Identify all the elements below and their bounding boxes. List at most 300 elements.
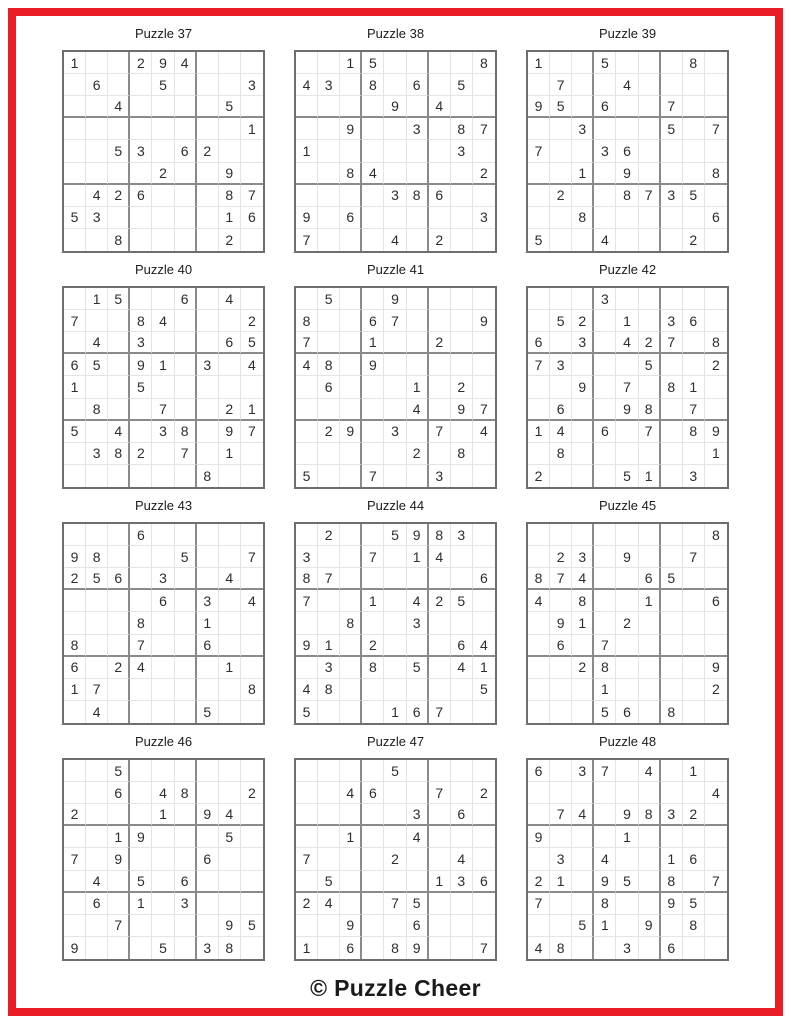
sudoku-cell <box>429 399 451 421</box>
sudoku-cell <box>241 804 263 826</box>
sudoku-cell: 5 <box>451 74 473 96</box>
sudoku-cell <box>473 354 495 376</box>
sudoku-cell <box>594 118 616 140</box>
sudoku-cell: 1 <box>64 376 86 398</box>
sudoku-cell: 4 <box>451 657 473 679</box>
sudoku-cell <box>197 915 219 937</box>
sudoku-cell: 7 <box>528 354 550 376</box>
sudoku-cell: 1 <box>152 804 174 826</box>
sudoku-cell <box>241 229 263 251</box>
sudoku-cell <box>473 443 495 465</box>
sudoku-cell <box>340 74 362 96</box>
sudoku-cell <box>340 354 362 376</box>
sudoku-grid <box>294 50 497 253</box>
sudoku-cell: 6 <box>108 782 130 804</box>
sudoku-cell <box>429 848 451 870</box>
sudoku-cell: 9 <box>407 524 429 546</box>
sudoku-cell: 8 <box>683 421 705 443</box>
sudoku-cell: 8 <box>197 465 219 487</box>
sudoku-cell <box>86 140 108 162</box>
sudoku-cell <box>152 229 174 251</box>
sudoku-cell <box>296 524 318 546</box>
sudoku-cell <box>451 782 473 804</box>
sudoku-cell: 9 <box>384 288 406 310</box>
sudoku-cell <box>219 760 241 782</box>
sudoku-cell: 6 <box>64 657 86 679</box>
sudoku-cell <box>550 915 572 937</box>
sudoku-cell: 5 <box>175 546 197 568</box>
sudoku-cell: 2 <box>705 679 727 701</box>
sudoku-cell <box>683 568 705 590</box>
sudoku-cell <box>594 590 616 612</box>
sudoku-cell <box>175 310 197 332</box>
sudoku-cell: 1 <box>429 871 451 893</box>
sudoku-cell <box>572 74 594 96</box>
sudoku-cell <box>528 310 550 332</box>
sudoku-cell: 6 <box>639 568 661 590</box>
sudoku-cell <box>64 701 86 723</box>
sudoku-cell <box>197 207 219 229</box>
sudoku-cell <box>683 524 705 546</box>
sudoku-grid <box>62 522 265 725</box>
sudoku-cell <box>64 590 86 612</box>
puzzle-title: Puzzle 48 <box>598 734 657 749</box>
sudoku-cell <box>473 701 495 723</box>
sudoku-cell <box>340 804 362 826</box>
puzzle-block <box>294 734 497 961</box>
sudoku-cell <box>175 229 197 251</box>
sudoku-cell <box>572 524 594 546</box>
sudoku-cell <box>572 229 594 251</box>
sudoku-cell: 2 <box>362 635 384 657</box>
sudoku-cell <box>152 376 174 398</box>
sudoku-cell: 5 <box>64 421 86 443</box>
sudoku-cell <box>86 310 108 332</box>
sudoku-cell: 8 <box>219 185 241 207</box>
sudoku-cell: 5 <box>318 871 340 893</box>
sudoku-cell: 5 <box>130 871 152 893</box>
sudoku-cell <box>241 443 263 465</box>
sudoku-cell <box>219 635 241 657</box>
sudoku-cell <box>661 546 683 568</box>
sudoku-cell: 7 <box>152 399 174 421</box>
sudoku-cell: 5 <box>197 701 219 723</box>
sudoku-cell <box>639 140 661 162</box>
sudoku-grid <box>294 758 497 961</box>
sudoku-cell: 1 <box>661 848 683 870</box>
sudoku-cell <box>152 546 174 568</box>
puzzle-title: Puzzle 44 <box>366 498 425 513</box>
sudoku-cell <box>705 826 727 848</box>
sudoku-cell <box>108 871 130 893</box>
sudoku-cell <box>429 826 451 848</box>
sudoku-cell <box>407 288 429 310</box>
sudoku-cell <box>86 465 108 487</box>
sudoku-cell <box>86 612 108 634</box>
sudoku-cell <box>130 701 152 723</box>
sudoku-cell: 9 <box>219 163 241 185</box>
sudoku-cell: 8 <box>241 679 263 701</box>
sudoku-cell <box>550 118 572 140</box>
sudoku-cell <box>318 590 340 612</box>
sudoku-cell <box>683 96 705 118</box>
sudoku-cell <box>429 310 451 332</box>
sudoku-cell <box>705 546 727 568</box>
sudoku-cell <box>473 590 495 612</box>
sudoku-cell: 3 <box>661 185 683 207</box>
sudoku-cell: 7 <box>683 546 705 568</box>
sudoku-cell <box>594 443 616 465</box>
sudoku-cell: 4 <box>362 163 384 185</box>
sudoku-cell: 5 <box>616 871 638 893</box>
sudoku-cell: 5 <box>473 679 495 701</box>
sudoku-cell: 9 <box>64 546 86 568</box>
sudoku-cell: 4 <box>528 937 550 959</box>
sudoku-cell <box>572 465 594 487</box>
sudoku-cell: 7 <box>528 893 550 915</box>
sudoku-cell: 4 <box>407 399 429 421</box>
sudoku-cell <box>219 74 241 96</box>
sudoku-cell <box>296 760 318 782</box>
sudoku-cell <box>362 288 384 310</box>
sudoku-cell: 6 <box>318 376 340 398</box>
sudoku-cell: 7 <box>639 185 661 207</box>
sudoku-cell: 3 <box>572 118 594 140</box>
sudoku-cell <box>639 524 661 546</box>
sudoku-cell <box>639 207 661 229</box>
sudoku-cell <box>197 443 219 465</box>
sudoku-cell: 2 <box>219 229 241 251</box>
sudoku-cell <box>197 310 219 332</box>
sudoku-cell <box>705 465 727 487</box>
sudoku-cell: 7 <box>473 399 495 421</box>
sudoku-cell <box>219 118 241 140</box>
sudoku-cell: 6 <box>362 782 384 804</box>
sudoku-cell: 7 <box>550 568 572 590</box>
sudoku-cell: 9 <box>451 399 473 421</box>
sudoku-cell <box>705 893 727 915</box>
sudoku-cell: 3 <box>594 140 616 162</box>
sudoku-cell: 6 <box>616 701 638 723</box>
sudoku-cell <box>429 140 451 162</box>
sudoku-cell: 6 <box>429 185 451 207</box>
sudoku-cell: 2 <box>429 229 451 251</box>
sudoku-cell <box>473 96 495 118</box>
sudoku-cell <box>594 185 616 207</box>
sudoku-cell: 8 <box>86 399 108 421</box>
sudoku-cell: 7 <box>616 376 638 398</box>
sudoku-grid <box>526 50 729 253</box>
sudoku-cell <box>86 421 108 443</box>
sudoku-cell: 1 <box>219 443 241 465</box>
sudoku-cell <box>473 465 495 487</box>
sudoku-cell: 4 <box>407 590 429 612</box>
sudoku-cell: 1 <box>528 421 550 443</box>
sudoku-cell: 3 <box>661 804 683 826</box>
sudoku-cell <box>64 332 86 354</box>
sudoku-cell: 5 <box>108 288 130 310</box>
sudoku-cell <box>152 207 174 229</box>
sudoku-cell <box>64 465 86 487</box>
sudoku-cell <box>384 140 406 162</box>
sudoku-cell <box>86 524 108 546</box>
sudoku-cell: 8 <box>661 871 683 893</box>
sudoku-cell <box>661 760 683 782</box>
sudoku-cell <box>473 848 495 870</box>
sudoku-cell <box>639 701 661 723</box>
sudoku-cell <box>683 590 705 612</box>
sudoku-cell <box>550 760 572 782</box>
sudoku-cell: 4 <box>86 185 108 207</box>
sudoku-cell: 5 <box>407 893 429 915</box>
footer-copyright: © Puzzle Cheer <box>310 975 481 1001</box>
sudoku-cell <box>64 118 86 140</box>
sudoku-cell: 3 <box>661 310 683 332</box>
sudoku-cell <box>616 848 638 870</box>
sudoku-cell <box>175 465 197 487</box>
sudoku-cell <box>175 701 197 723</box>
sudoku-cell <box>473 185 495 207</box>
sudoku-cell: 9 <box>473 310 495 332</box>
sudoku-cell <box>429 568 451 590</box>
sudoku-cell <box>130 207 152 229</box>
sudoku-cell <box>64 915 86 937</box>
sudoku-cell: 3 <box>451 871 473 893</box>
sudoku-cell <box>241 140 263 162</box>
puzzle-block <box>62 734 265 961</box>
sudoku-cell <box>64 288 86 310</box>
puzzle-title: Puzzle 39 <box>598 26 657 41</box>
sudoku-cell: 7 <box>318 568 340 590</box>
sudoku-cell <box>572 848 594 870</box>
sudoku-cell <box>64 163 86 185</box>
sudoku-grid <box>62 50 265 253</box>
sudoku-cell: 7 <box>108 915 130 937</box>
sudoku-cell: 9 <box>528 96 550 118</box>
sudoku-cell: 6 <box>705 590 727 612</box>
sudoku-cell <box>407 465 429 487</box>
sudoku-cell <box>175 207 197 229</box>
sudoku-cell <box>296 782 318 804</box>
sudoku-cell <box>219 871 241 893</box>
sudoku-cell <box>241 524 263 546</box>
sudoku-cell: 7 <box>362 546 384 568</box>
sudoku-cell: 6 <box>594 421 616 443</box>
puzzle-title: Puzzle 42 <box>598 262 657 277</box>
sudoku-cell <box>130 288 152 310</box>
sudoku-cell: 6 <box>661 937 683 959</box>
sudoku-cell: 4 <box>86 701 108 723</box>
sudoku-cell <box>705 288 727 310</box>
sudoku-cell <box>241 848 263 870</box>
sudoku-cell <box>616 524 638 546</box>
puzzle-title: Puzzle 41 <box>366 262 425 277</box>
sudoku-cell: 2 <box>616 612 638 634</box>
sudoku-cell: 6 <box>108 568 130 590</box>
sudoku-cell <box>683 354 705 376</box>
sudoku-cell <box>175 568 197 590</box>
sudoku-cell: 4 <box>296 354 318 376</box>
sudoku-cell <box>362 207 384 229</box>
sudoku-cell <box>296 376 318 398</box>
sudoku-cell: 2 <box>429 332 451 354</box>
sudoku-cell <box>407 140 429 162</box>
sudoku-cell: 9 <box>152 52 174 74</box>
sudoku-cell <box>362 893 384 915</box>
sudoku-cell <box>241 52 263 74</box>
sudoku-cell: 2 <box>384 848 406 870</box>
sudoku-cell <box>362 871 384 893</box>
sudoku-cell: 1 <box>407 376 429 398</box>
sudoku-cell: 5 <box>318 288 340 310</box>
sudoku-cell: 7 <box>296 229 318 251</box>
sudoku-cell: 1 <box>362 332 384 354</box>
sudoku-cell <box>407 871 429 893</box>
sudoku-cell: 2 <box>473 782 495 804</box>
sudoku-cell <box>639 74 661 96</box>
sudoku-cell <box>705 140 727 162</box>
sudoku-cell <box>616 354 638 376</box>
sudoku-cell: 2 <box>152 163 174 185</box>
sudoku-cell: 7 <box>296 848 318 870</box>
sudoku-cell <box>572 826 594 848</box>
sudoku-cell: 8 <box>64 635 86 657</box>
sudoku-cell <box>340 465 362 487</box>
sudoku-cell: 8 <box>318 354 340 376</box>
sudoku-cell <box>683 288 705 310</box>
sudoku-cell <box>318 937 340 959</box>
sudoku-cell: 4 <box>152 310 174 332</box>
sudoku-cell: 7 <box>429 421 451 443</box>
sudoku-cell: 7 <box>639 421 661 443</box>
sudoku-cell <box>384 118 406 140</box>
sudoku-cell <box>451 310 473 332</box>
sudoku-cell <box>241 568 263 590</box>
sudoku-cell <box>451 679 473 701</box>
sudoku-cell: 4 <box>429 546 451 568</box>
sudoku-grid <box>526 758 729 961</box>
sudoku-cell <box>473 826 495 848</box>
puzzle-block <box>62 498 265 725</box>
sudoku-cell <box>594 937 616 959</box>
sudoku-cell <box>705 74 727 96</box>
sudoku-cell <box>683 163 705 185</box>
sudoku-cell: 3 <box>384 185 406 207</box>
sudoku-cell: 8 <box>661 376 683 398</box>
sudoku-cell <box>152 118 174 140</box>
sudoku-cell <box>616 52 638 74</box>
sudoku-cell: 5 <box>152 74 174 96</box>
sudoku-cell <box>130 229 152 251</box>
sudoku-cell: 5 <box>130 376 152 398</box>
sudoku-cell <box>318 782 340 804</box>
sudoku-cell <box>550 332 572 354</box>
sudoku-cell <box>108 546 130 568</box>
sudoku-cell <box>64 826 86 848</box>
sudoku-cell: 1 <box>639 465 661 487</box>
sudoku-cell <box>108 701 130 723</box>
sudoku-cell: 6 <box>473 871 495 893</box>
sudoku-cell <box>318 701 340 723</box>
puzzle-title: Puzzle 40 <box>134 262 193 277</box>
sudoku-cell: 9 <box>340 118 362 140</box>
sudoku-cell: 3 <box>175 893 197 915</box>
puzzle-title: Puzzle 37 <box>134 26 193 41</box>
sudoku-cell <box>683 679 705 701</box>
sudoku-cell <box>130 118 152 140</box>
sudoku-cell <box>451 185 473 207</box>
sudoku-cell <box>152 524 174 546</box>
sudoku-cell <box>572 354 594 376</box>
sudoku-cell: 5 <box>241 332 263 354</box>
sudoku-cell: 8 <box>639 804 661 826</box>
sudoku-cell: 4 <box>473 421 495 443</box>
sudoku-cell <box>384 376 406 398</box>
sudoku-cell: 6 <box>550 399 572 421</box>
sudoku-cell <box>683 635 705 657</box>
sudoku-cell <box>241 937 263 959</box>
sudoku-cell: 9 <box>197 804 219 826</box>
sudoku-cell <box>130 74 152 96</box>
sudoku-cell: 2 <box>130 443 152 465</box>
sudoku-cell: 2 <box>241 310 263 332</box>
sudoku-cell: 8 <box>340 163 362 185</box>
sudoku-cell <box>528 782 550 804</box>
sudoku-cell <box>219 612 241 634</box>
sudoku-cell: 7 <box>64 310 86 332</box>
sudoku-cell: 7 <box>429 701 451 723</box>
sudoku-cell <box>64 893 86 915</box>
sudoku-cell: 5 <box>528 229 550 251</box>
sudoku-cell <box>86 826 108 848</box>
sudoku-cell <box>705 635 727 657</box>
sudoku-cell <box>407 568 429 590</box>
sudoku-cell <box>318 332 340 354</box>
sudoku-cell <box>407 229 429 251</box>
sudoku-cell <box>86 52 108 74</box>
sudoku-cell <box>550 376 572 398</box>
sudoku-cell <box>616 568 638 590</box>
sudoku-cell <box>407 354 429 376</box>
sudoku-cell: 9 <box>616 804 638 826</box>
sudoku-cell: 1 <box>528 52 550 74</box>
sudoku-cell <box>318 207 340 229</box>
sudoku-cell <box>528 185 550 207</box>
sudoku-cell <box>616 893 638 915</box>
sudoku-cell: 3 <box>130 140 152 162</box>
sudoku-cell <box>108 590 130 612</box>
sudoku-cell <box>340 185 362 207</box>
sudoku-cell <box>197 871 219 893</box>
sudoku-cell: 3 <box>318 657 340 679</box>
sudoku-cell <box>384 163 406 185</box>
sudoku-cell: 8 <box>108 229 130 251</box>
sudoku-cell <box>130 915 152 937</box>
sudoku-cell: 9 <box>108 848 130 870</box>
sudoku-cell <box>152 140 174 162</box>
sudoku-cell <box>219 354 241 376</box>
sudoku-cell <box>362 760 384 782</box>
sudoku-cell <box>340 399 362 421</box>
sudoku-cell: 6 <box>64 354 86 376</box>
sudoku-cell <box>86 163 108 185</box>
sudoku-cell: 9 <box>550 612 572 634</box>
sudoku-cell: 6 <box>594 96 616 118</box>
sudoku-cell <box>340 524 362 546</box>
sudoku-cell <box>550 590 572 612</box>
sudoku-cell: 1 <box>318 635 340 657</box>
sudoku-cell <box>152 826 174 848</box>
